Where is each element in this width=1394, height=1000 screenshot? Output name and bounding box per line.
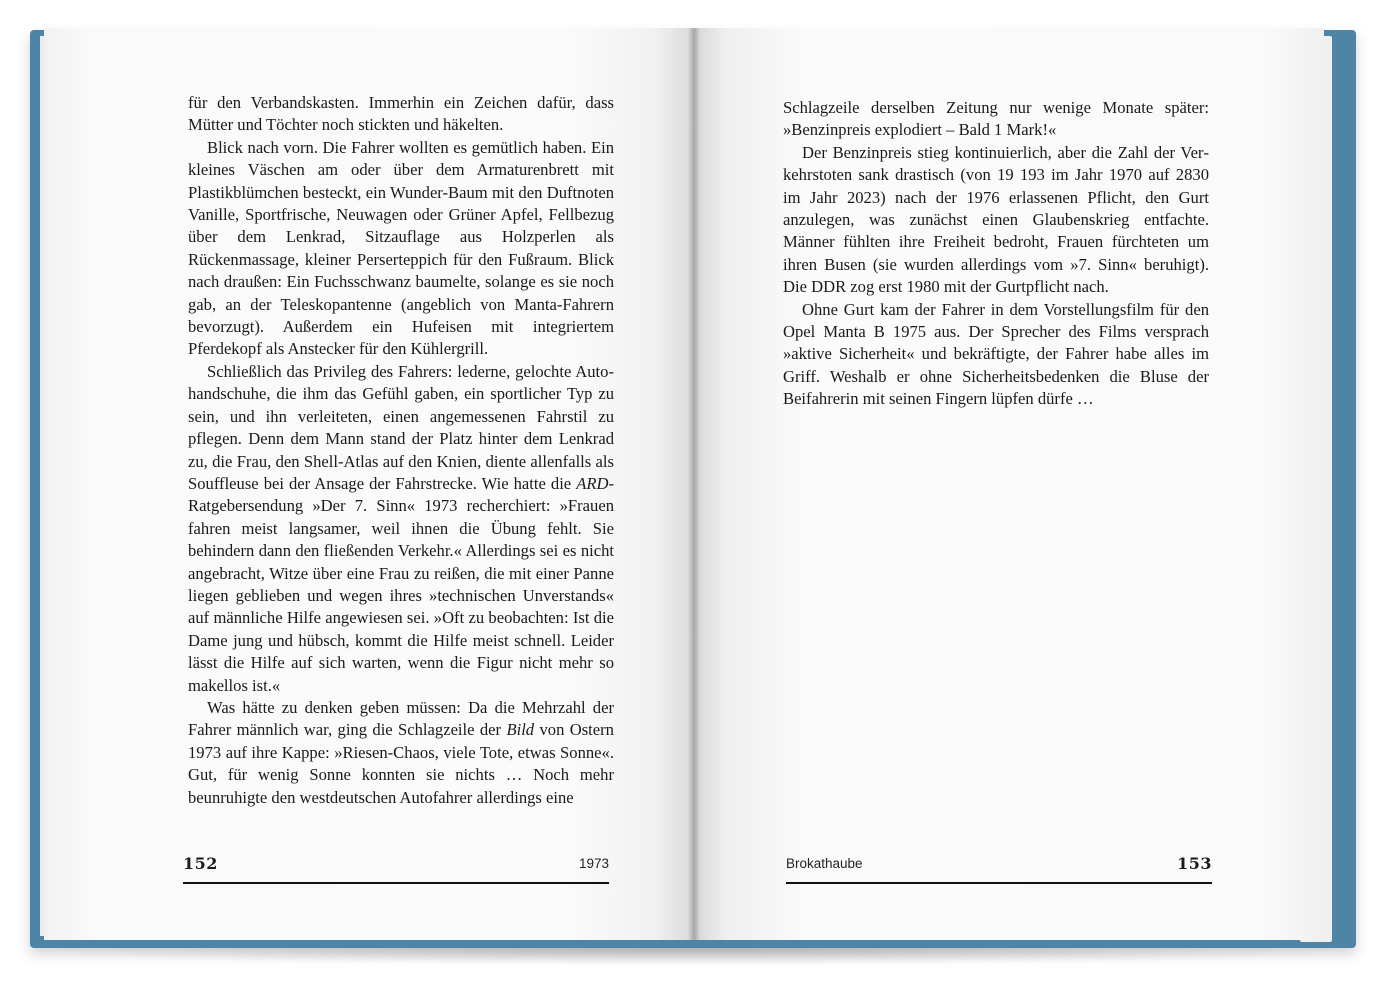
page-number: 153 bbox=[1177, 854, 1212, 873]
paragraph bbox=[188, 92, 614, 137]
text-run: Der Benzinpreis stieg kontinuierlich, aber die Zahl der Verkehrstoten sank drastisch (von 19 193 im Jahr 1970 auf 2830 im Jahr 2023) nach der 1976 erlassenen Pflicht, den Gurt anzulegen, was zunächst einen Glaubenskrieg entfachte. Männer fühlten ihre Freiheit bedroht, Frauen fürchteten um ihren Busen (sie wurden allerdings vom »7. Sinn« beruhigt). Die DDR zog erst 1980 mit der Gurtpflicht nach. bbox=[783, 142, 1209, 297]
left-page-footer bbox=[183, 850, 609, 880]
text-run: für den Verbandskasten. Immerhin ein Zeichen dafür, dass Mütter und Töchter noch stickten und häkelten. bbox=[188, 93, 614, 135]
text-run: Was hätte zu denken geben müssen: Da die Mehrzahl der Fahrer männlich war, ging die Schlagzeile der bbox=[188, 697, 614, 740]
footer-rule bbox=[183, 882, 609, 884]
text-run: von Ostern 1973 auf ihre Kappe: »Riesen-Chaos, viele Tote, etwas Sonne«. Gut, für wenig Sonne konnten sie nichts … Noch mehr beunruhigte den westdeutschen Autofahrer allerdings eine bbox=[188, 720, 614, 807]
book-gutter bbox=[688, 28, 700, 940]
paragraph bbox=[783, 97, 1209, 142]
paragraph bbox=[783, 142, 1209, 299]
text-run: -Ratgebersendung »Der 7. Sinn« 1973 recherchiert: »Frauen fahren meist langsamer, weil ihnen die Übung fehlt. Sie behindern dann den fließenden Verkehr.« Allerdings sei es nicht angebracht, Witze über eine Frau zu reißen, die mit einer Panne liegen geblieben und wegen ihres »technischen Unverstands« auf männliche Hilfe angewiesen sei. »Oft zu beobachten: Ist die Dame jung und hübsch, kommt die Hilfe meist schnell. Leider lässt die Hilfe auf sich warten, wenn die Figur nicht mehr so makellos ist.« bbox=[188, 473, 614, 695]
page-number: 152 bbox=[183, 854, 218, 873]
right-page-footer bbox=[786, 850, 1212, 880]
italic-text: Bild bbox=[506, 720, 535, 740]
paragraph bbox=[188, 361, 614, 697]
running-head: 1973 bbox=[578, 856, 609, 871]
left-page-body bbox=[188, 92, 614, 809]
paragraph bbox=[783, 299, 1209, 411]
text-run: Schließlich das Privileg des Fahrers: lederne, gelochte Autohandschuhe, die ihm das Gefühl gaben, ein sportlicher Typ zu sein, und ihn verleiteten, einen angemessenen Fahrstil zu pflegen. Denn dem Mann stand der Platz hinter dem Lenkrad zu, die Frau, den Shell-Atlas auf den Knien, diente allenfalls als Souffleuse bei der Ansage der Fahrstrecke. Wie hatte die bbox=[188, 361, 614, 493]
paragraph bbox=[188, 137, 614, 361]
right-page-body bbox=[783, 97, 1209, 411]
text-run: Blick nach vorn. Die Fahrer wollten es gemütlich haben. Ein kleines Väschen am oder über dem Armaturenbrett mit Plastikblümchen besteckt, ein Wunder-Baum mit den Duftnoten Vanille, Sportfrische, Neuwagen oder Grüner Apfel, Fellbezug über dem Lenkrad, Sitzauflage aus Holzperlen als Rückenmassage, kleiner Perserteppich für den Fußraum. Blick nach draußen: Ein Fuchsschwanz baumelte, solange es sie noch gab, an der Teleskopantenne (angeblich von Manta-Fahrern bevorzugt). Außerdem ein Hufeisen mit integriertem Pferdekopf als Anstecker für den Kühlergrill. bbox=[188, 137, 614, 359]
running-head: Brokathaube bbox=[786, 856, 863, 871]
text-run: Ohne Gurt kam der Fahrer in dem Vorstellungsfilm für den Opel Manta B 1975 aus. Der Sprecher des Films versprach »aktive Sicherheit« und bekräftigte, der Fahrer habe alles im Griff. Weshalb er ohne Sicherheitsbedenken die Bluse der Beifahrerin mit seinen Fingern lüpfen dürfe … bbox=[783, 299, 1209, 409]
paragraph bbox=[188, 697, 614, 809]
italic-text: ARD bbox=[576, 473, 609, 493]
text-run: Schlagzeile derselben Zeitung nur wenige Monate später: »Benzinpreis explodiert – Bald 1 Mark!« bbox=[783, 98, 1209, 140]
footer-rule bbox=[786, 882, 1212, 884]
